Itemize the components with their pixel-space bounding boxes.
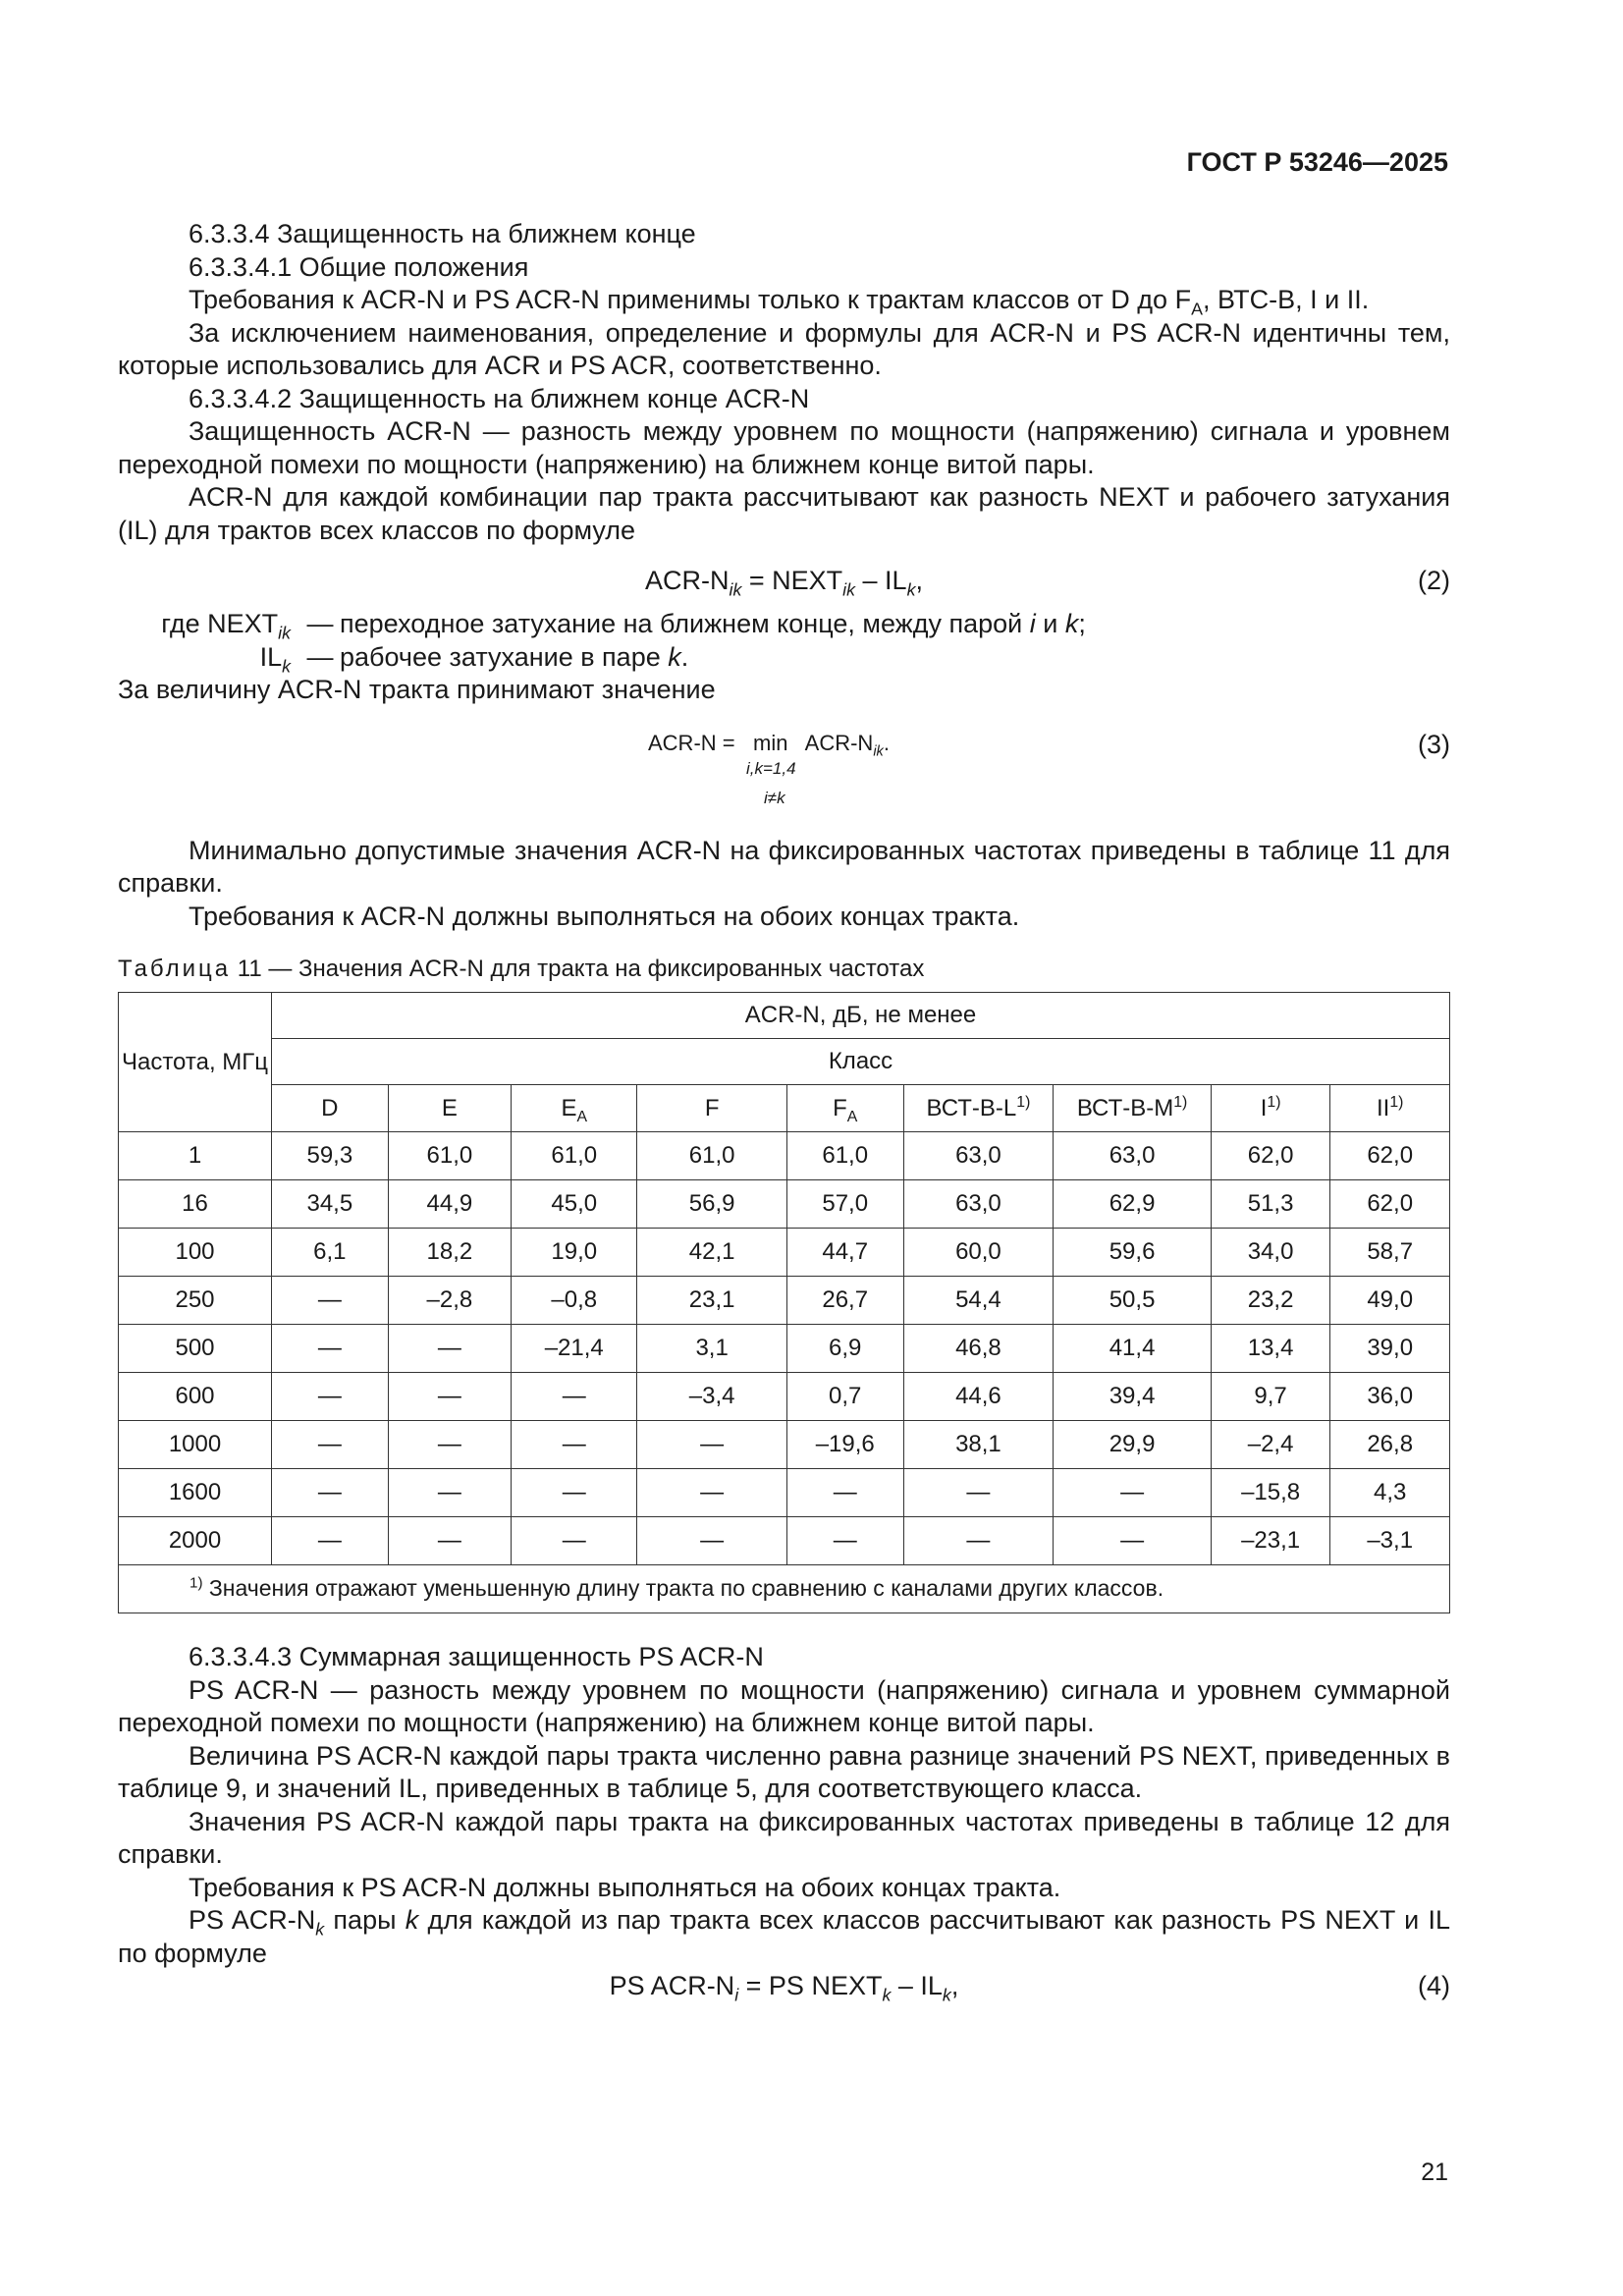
value-cell: 36,0 xyxy=(1330,1373,1450,1421)
formula-number: (4) xyxy=(1418,1971,1450,2000)
value-cell: –0,8 xyxy=(512,1277,637,1325)
table-caption: Таблица 11 — Значения ACR-N для тракта на фиксированных частотах xyxy=(118,956,925,982)
value-cell: 50,5 xyxy=(1054,1277,1212,1325)
value-cell: — xyxy=(512,1421,637,1469)
class-column-header: $E_A$ xyxy=(512,1085,637,1132)
value-cell: 6,9 xyxy=(786,1325,903,1373)
value-cell: — xyxy=(388,1325,511,1373)
value-cell: 62,0 xyxy=(1211,1132,1330,1180)
table-row xyxy=(119,1373,1450,1421)
class-column-header: $I^{1)}$ xyxy=(1211,1085,1330,1132)
value-cell: 49,0 xyxy=(1330,1277,1450,1325)
formula-expression: ACR-$N_{ik}$ = $NEXT_{ik} - IL_k$, xyxy=(645,566,923,600)
paragraph: За исключением наименования, определение и формулы для ACR-N и PS ACR-N идентичны тем, которые использовались для ACR и PS ACR, соответственно. xyxy=(118,317,1450,380)
value-cell: — xyxy=(786,1517,903,1565)
paragraph: Защищенность ACR-N — разность между уровнем по мощности (напряжению) сигнала и уровнем переходной помехи по мощности (напряжению) на ближнем конце витой пары. xyxy=(118,416,1450,479)
table-11 xyxy=(118,992,1450,1613)
value-cell: 39,4 xyxy=(1054,1373,1212,1421)
where-description: переходное затухание на ближнем конце, между парой i и k; xyxy=(340,609,1086,638)
formula-number: (3) xyxy=(1418,729,1450,759)
table-row xyxy=(119,1277,1450,1325)
value-cell: — xyxy=(1054,1469,1212,1517)
table-row xyxy=(119,1180,1450,1229)
class-column-header: $F_A$ xyxy=(786,1085,903,1132)
table-row xyxy=(119,1517,1450,1565)
where-term: где $NEXT_{ik}$ xyxy=(161,609,291,643)
formula-3 xyxy=(118,715,1450,813)
value-cell: 59,6 xyxy=(1054,1229,1212,1277)
paragraph: За величину ACR-N тракта принимают значение xyxy=(118,675,716,704)
value-cell: 61,0 xyxy=(512,1132,637,1180)
frequency-cell: 1 xyxy=(119,1132,272,1180)
class-column-header: ВСТ-$В-М^{1)}$ xyxy=(1054,1085,1212,1132)
value-cell: 44,9 xyxy=(388,1180,511,1229)
value-cell: — xyxy=(388,1373,511,1421)
table-row xyxy=(119,1132,1450,1180)
value-cell: 3,1 xyxy=(637,1325,787,1373)
value-cell: 56,9 xyxy=(637,1180,787,1229)
value-cell: 13,4 xyxy=(1211,1325,1330,1373)
value-cell: 63,0 xyxy=(903,1132,1054,1180)
value-cell: 58,7 xyxy=(1330,1229,1450,1277)
frequency-cell: 2000 xyxy=(119,1517,272,1565)
value-cell: 46,8 xyxy=(903,1325,1054,1373)
class-column-header: ВСТ-$В-L^{1)}$ xyxy=(903,1085,1054,1132)
value-cell: 61,0 xyxy=(388,1132,511,1180)
value-cell: — xyxy=(637,1469,787,1517)
value-cell: — xyxy=(272,1469,389,1517)
value-cell: –23,1 xyxy=(1211,1517,1330,1565)
value-cell: –15,8 xyxy=(1211,1469,1330,1517)
subsection-heading: 6.3.3.4.1 Общие положения xyxy=(189,251,529,282)
value-cell: — xyxy=(272,1421,389,1469)
formula-2 xyxy=(118,557,1450,608)
page-number: 21 xyxy=(1421,2159,1448,2186)
paragraph: PS ACR-$N_k$ пары k для каждой из пар тракта всех классов рассчитывают как разность PS NEXT и IL по формуле xyxy=(118,1905,1451,1968)
value-cell: — xyxy=(512,1517,637,1565)
paragraph: Величина PS ACR-N каждой пары тракта численно равна разнице значений PS NEXT, приведенных в таблице 9, и значений IL, приведенных в таблице 5, для соответствующего класса. xyxy=(118,1740,1450,1803)
value-cell: 62,9 xyxy=(1054,1180,1212,1229)
where-description: рабочее затухание в паре k. xyxy=(340,641,689,672)
class-column-header: II$^{1)}$ xyxy=(1330,1085,1450,1132)
frequency-cell: 1600 xyxy=(119,1469,272,1517)
value-cell: 34,0 xyxy=(1211,1229,1330,1277)
frequency-cell: 100 xyxy=(119,1229,272,1277)
frequency-cell: 250 xyxy=(119,1277,272,1325)
value-cell: — xyxy=(272,1517,389,1565)
value-cell: — xyxy=(512,1469,637,1517)
body-text xyxy=(118,218,1450,2013)
value-cell: — xyxy=(388,1421,511,1469)
value-cell: 19,0 xyxy=(512,1229,637,1277)
value-cell: 26,8 xyxy=(1330,1421,1450,1469)
frequency-cell: 500 xyxy=(119,1325,272,1373)
paragraph: Требования к ACR-N и PS ACR-N применимы только к трактам классов от D до $F_A$, ВТС-В, I и II. xyxy=(189,285,1370,319)
value-cell: 23,1 xyxy=(637,1277,787,1325)
value-cell: 26,7 xyxy=(786,1277,903,1325)
value-cell: 57,0 xyxy=(786,1180,903,1229)
class-column-header: F xyxy=(637,1085,787,1132)
value-cell: 51,3 xyxy=(1211,1180,1330,1229)
value-cell: 42,1 xyxy=(637,1229,787,1277)
value-cell: — xyxy=(388,1469,511,1517)
value-cell: — xyxy=(786,1469,903,1517)
class-column-header: E xyxy=(388,1085,511,1132)
value-cell: — xyxy=(272,1325,389,1373)
value-cell: 62,0 xyxy=(1330,1180,1450,1229)
value-cell: –2,4 xyxy=(1211,1421,1330,1469)
value-cell: 59,3 xyxy=(272,1132,389,1180)
paragraph: Требования к PS ACR-N должны выполняться на обоих концах тракта. xyxy=(189,1872,1061,1902)
value-cell: 60,0 xyxy=(903,1229,1054,1277)
value-cell: –2,8 xyxy=(388,1277,511,1325)
formula-expression: PS ACR-$N_i$ = PS $NEXT_k - IL_k$, xyxy=(609,1971,959,2005)
section-heading: 6.3.3.4 Защищенность на ближнем конце xyxy=(189,219,696,248)
formula-4 xyxy=(118,1970,1450,2013)
value-cell: 62,0 xyxy=(1330,1132,1450,1180)
value-cell: 39,0 xyxy=(1330,1325,1450,1373)
value-cell: 63,0 xyxy=(1054,1132,1212,1180)
value-cell: — xyxy=(903,1469,1054,1517)
class-header: Класс xyxy=(272,1039,1450,1085)
value-cell: –21,4 xyxy=(512,1325,637,1373)
value-cell: 45,0 xyxy=(512,1180,637,1229)
value-cell: 0,7 xyxy=(786,1373,903,1421)
value-cell: 63,0 xyxy=(903,1180,1054,1229)
value-cell: — xyxy=(272,1277,389,1325)
frequency-cell: 1000 xyxy=(119,1421,272,1469)
paragraph: Требования к ACR-N должны выполняться на обоих концах тракта. xyxy=(189,901,1020,931)
value-cell: –3,4 xyxy=(637,1373,787,1421)
value-cell: 18,2 xyxy=(388,1229,511,1277)
value-cell: — xyxy=(637,1421,787,1469)
value-cell: — xyxy=(512,1373,637,1421)
group-header: ACR-N, дБ, не менее xyxy=(272,993,1450,1039)
paragraph: PS ACR-N — разность между уровнем по мощности (напряжению) сигнала и уровнем суммарной переходной помехи по мощности (напряжению) на ближнем конце витой пары. xyxy=(118,1674,1450,1737)
where-term: $IL_k$ xyxy=(259,641,291,676)
paragraph: Значения PS ACR-N каждой пары тракта на фиксированных частотах приведены в таблице 12 для справки. xyxy=(118,1806,1450,1869)
value-cell: 6,1 xyxy=(272,1229,389,1277)
value-cell: 9,7 xyxy=(1211,1373,1330,1421)
paragraph: ACR-N для каждой комбинации пар тракта рассчитывают как разность NEXT и рабочего затухания (IL) для трактов всех классов по формуле xyxy=(118,482,1450,545)
value-cell: –3,1 xyxy=(1330,1517,1450,1565)
table-row xyxy=(119,1421,1450,1469)
value-cell: –19,6 xyxy=(786,1421,903,1469)
frequency-cell: 16 xyxy=(119,1180,272,1229)
formula-number: (2) xyxy=(1418,566,1450,595)
table-row xyxy=(119,1469,1450,1517)
frequency-cell: 600 xyxy=(119,1373,272,1421)
value-cell: 23,2 xyxy=(1211,1277,1330,1325)
formula-expression: ACR-N = min ACR-$N_{ik}$. i,k=1,4 i≠k xyxy=(648,730,890,807)
value-cell: 44,7 xyxy=(786,1229,903,1277)
value-cell: 44,6 xyxy=(903,1373,1054,1421)
value-cell: — xyxy=(272,1373,389,1421)
subsection-heading: 6.3.3.4.2 Защищенность на ближнем конце ACR-N xyxy=(189,383,810,413)
table-footnote: $^{1)}$ Значения отражают уменьшенную длину тракта по сравнению с каналами других классов. xyxy=(119,1565,1450,1613)
value-cell: — xyxy=(637,1517,787,1565)
value-cell: — xyxy=(903,1517,1054,1565)
value-cell: 41,4 xyxy=(1054,1325,1212,1373)
table-row xyxy=(119,1325,1450,1373)
freq-header: Частота, МГц xyxy=(119,993,272,1132)
value-cell: 38,1 xyxy=(903,1421,1054,1469)
value-cell: 4,3 xyxy=(1330,1469,1450,1517)
table-row xyxy=(119,1229,1450,1277)
value-cell: — xyxy=(388,1517,511,1565)
value-cell: 61,0 xyxy=(786,1132,903,1180)
paragraph: Минимально допустимые значения ACR-N на фиксированных частотах приведены в таблице 11 для справки. xyxy=(118,835,1450,898)
value-cell: 34,5 xyxy=(272,1180,389,1229)
value-cell: 54,4 xyxy=(903,1277,1054,1325)
value-cell: 29,9 xyxy=(1054,1421,1212,1469)
value-cell: 61,0 xyxy=(637,1132,787,1180)
document-id: ГОСТ Р 53246—2025 xyxy=(1186,147,1448,177)
subsection-heading: 6.3.3.4.3 Суммарная защищенность PS ACR-N xyxy=(189,1642,764,1671)
where-list: где $NEXT_{ik}$ — переходное затухание на ближнем конце, между парой i и k; $IL_k$ — рабочее затухание в паре k. xyxy=(118,608,1450,674)
class-column-header: D xyxy=(272,1085,389,1132)
value-cell: — xyxy=(1054,1517,1212,1565)
